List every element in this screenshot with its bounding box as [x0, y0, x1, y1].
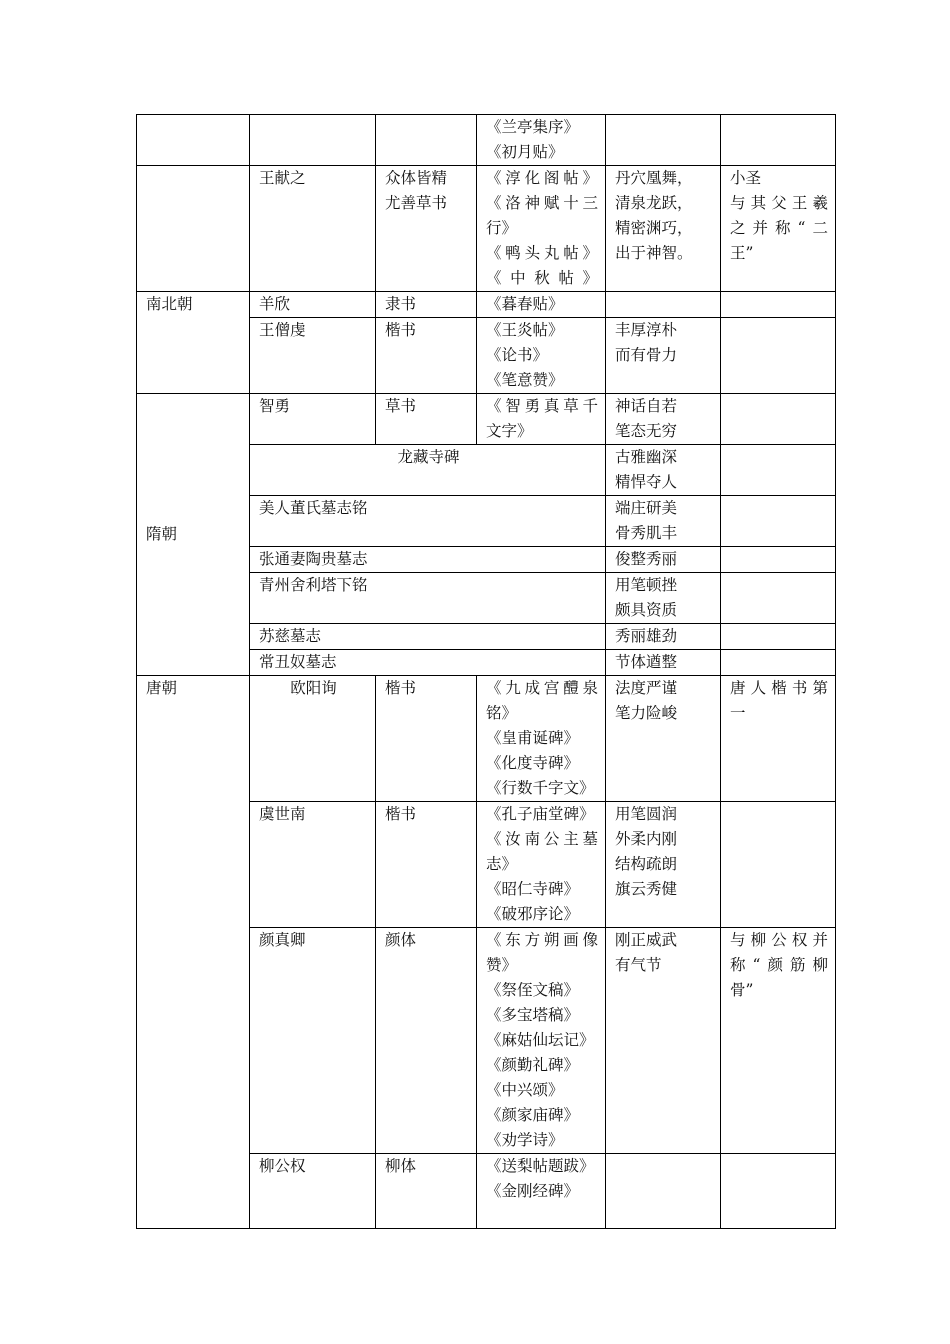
- style-text: 草书: [385, 397, 417, 415]
- evaluation-text: 丹穴凰舞，: [615, 169, 693, 187]
- calligrapher-cell: [250, 676, 376, 802]
- note-text: 之并称“二: [730, 219, 828, 237]
- evaluation-text: 俊整秀丽: [615, 550, 678, 568]
- work-title: 《智勇真草千: [486, 397, 598, 415]
- table-row: [137, 292, 836, 318]
- style-text: 楷书: [385, 805, 417, 823]
- note-text: 与柳公权并: [730, 931, 828, 949]
- style-cell: [376, 166, 477, 292]
- evaluation-text: 清泉龙跃，: [615, 194, 693, 212]
- dynasty-name: 隋朝: [146, 525, 178, 543]
- note-cell: [721, 166, 836, 292]
- calligrapher-cell: [250, 166, 376, 292]
- stele-title: 美人董氏墓志铭: [259, 499, 368, 517]
- works-cell: [477, 318, 606, 394]
- work-title: 《汝南公主墓: [486, 830, 598, 848]
- work-title: 《皇甫诞碑》: [486, 729, 580, 747]
- dynasty-cell: [137, 394, 250, 676]
- dynasty-name: 南北朝: [146, 295, 193, 313]
- evaluation-text: 法度严谨: [615, 679, 678, 697]
- evaluation-text: 旗云秀健: [615, 880, 678, 898]
- stele-cell: [250, 650, 606, 676]
- style-cell: [376, 318, 477, 394]
- evaluation-text: 笔力险峻: [615, 704, 678, 722]
- works-cell: [477, 1154, 606, 1229]
- note-cell: [721, 445, 836, 496]
- work-title: 行》: [486, 219, 518, 237]
- style-cell: [376, 676, 477, 802]
- work-title: 《中秋帖》: [486, 269, 598, 287]
- style-text: 柳体: [385, 1157, 417, 1175]
- evaluation-cell: [606, 394, 721, 445]
- stele-cell: [250, 445, 606, 496]
- table-row: [137, 115, 836, 166]
- calligrapher-cell: [250, 292, 376, 318]
- evaluation-text: 有气节: [615, 956, 662, 974]
- calligrapher-name: 智勇: [259, 397, 291, 415]
- evaluation-cell: [606, 573, 721, 624]
- style-cell: [376, 292, 477, 318]
- work-title: 《金刚经碑》: [486, 1182, 580, 1200]
- works-cell: [477, 928, 606, 1154]
- note-cell: [721, 1154, 836, 1229]
- work-title: 《笔意赞》: [486, 371, 564, 389]
- calligrapher-cell: [250, 115, 376, 166]
- style-cell: [376, 394, 477, 445]
- work-title: 《祭侄文稿》: [486, 981, 580, 999]
- note-text: 唐人楷书第: [730, 679, 828, 697]
- evaluation-text: 神话自若: [615, 397, 678, 415]
- dynasty-cell: [137, 115, 250, 166]
- calligrapher-name: 欧阳询: [290, 679, 337, 697]
- work-title: 《鸭头丸帖》: [486, 244, 598, 262]
- evaluation-text: 出于神智。: [615, 244, 693, 262]
- evaluation-text: 刚正威武: [615, 931, 678, 949]
- work-title: 《昭仁寺碑》: [486, 880, 580, 898]
- note-cell: [721, 496, 836, 547]
- calligrapher-name: 王献之: [259, 169, 306, 187]
- calligrapher-cell: [250, 394, 376, 445]
- note-text: 称“颜筋柳: [730, 956, 828, 974]
- evaluation-cell: [606, 1154, 721, 1229]
- stele-cell: [250, 573, 606, 624]
- calligrapher-cell: [250, 318, 376, 394]
- work-title: 铭》: [486, 704, 518, 722]
- table-row: [137, 394, 836, 445]
- note-cell: [721, 802, 836, 928]
- works-cell: [477, 115, 606, 166]
- calligrapher-name: 柳公权: [259, 1157, 306, 1175]
- works-cell: [477, 292, 606, 318]
- note-text: 王”: [730, 244, 754, 262]
- stele-cell: [250, 496, 606, 547]
- evaluation-cell: [606, 292, 721, 318]
- work-title: 《颜勤礼碑》: [486, 1056, 580, 1074]
- evaluation-cell: [606, 445, 721, 496]
- work-title: 志》: [486, 855, 518, 873]
- note-text: 与其父王羲: [730, 194, 828, 212]
- evaluation-text: 笔态无穷: [615, 422, 678, 440]
- dynasty-cell: [137, 292, 250, 394]
- note-cell: [721, 676, 836, 802]
- calligrapher-name: 颜真卿: [259, 931, 306, 949]
- stele-title: 苏慈墓志: [259, 627, 322, 645]
- note-cell: [721, 394, 836, 445]
- evaluation-cell: [606, 496, 721, 547]
- work-title: 《论书》: [486, 346, 549, 364]
- evaluation-text: 古雅幽深: [615, 448, 678, 466]
- work-title: 《劝学诗》: [486, 1131, 564, 1149]
- calligrapher-name: 羊欣: [259, 295, 291, 313]
- evaluation-text: 用笔顿挫: [615, 576, 678, 594]
- work-title: 《破邪序论》: [486, 905, 580, 923]
- works-cell: [477, 802, 606, 928]
- work-title: 《孔子庙堂碑》: [486, 805, 595, 823]
- note-text: 小圣: [730, 169, 762, 187]
- note-cell: [721, 573, 836, 624]
- work-title: 《化度寺碑》: [486, 754, 580, 772]
- stele-title: 张通妻陶贵墓志: [259, 550, 368, 568]
- evaluation-cell: [606, 166, 721, 292]
- works-cell: [477, 394, 606, 445]
- style-text: 楷书: [385, 679, 417, 697]
- style-cell: [376, 1154, 477, 1229]
- work-title: 《九成宫醴泉: [486, 679, 598, 697]
- evaluation-text: 精密渊巧，: [615, 219, 693, 237]
- calligrapher-name: 王僧虔: [259, 321, 306, 339]
- evaluation-text: 节体遒整: [615, 653, 678, 671]
- stele-cell: [250, 547, 606, 573]
- evaluation-text: 而有骨力: [615, 346, 678, 364]
- work-title: 《初月贴》: [486, 143, 564, 161]
- style-text: 尤善草书: [385, 194, 448, 212]
- work-title: 《淳化阁帖》: [486, 169, 598, 187]
- evaluation-text: 用笔圆润: [615, 805, 678, 823]
- note-cell: [721, 624, 836, 650]
- evaluation-cell: [606, 676, 721, 802]
- calligrapher-name: 虞世南: [259, 805, 306, 823]
- work-title: 《兰亭集序》: [486, 118, 580, 136]
- work-title: 《东方朔画像: [486, 931, 598, 949]
- work-title: 《多宝塔稿》: [486, 1006, 580, 1024]
- evaluation-cell: [606, 115, 721, 166]
- evaluation-text: 精悍夺人: [615, 473, 678, 491]
- work-title: 《颜家庙碑》: [486, 1106, 580, 1124]
- work-title: 《行数千字文》: [486, 779, 595, 797]
- dynasty-name: 唐朝: [146, 679, 178, 697]
- note-cell: [721, 650, 836, 676]
- stele-title: 常丑奴墓志: [259, 653, 337, 671]
- works-cell: [477, 166, 606, 292]
- note-cell: [721, 318, 836, 394]
- work-title: 文字》: [486, 422, 533, 440]
- style-text: 隶书: [385, 295, 417, 313]
- style-cell: [376, 928, 477, 1154]
- table-row: [137, 676, 836, 802]
- calligrapher-cell: [250, 1154, 376, 1229]
- note-cell: [721, 928, 836, 1154]
- style-cell: [376, 115, 477, 166]
- evaluation-cell: [606, 802, 721, 928]
- evaluation-cell: [606, 650, 721, 676]
- work-title: 《中兴颂》: [486, 1081, 564, 1099]
- evaluation-text: 结构疏朗: [615, 855, 678, 873]
- style-text: 颜体: [385, 931, 417, 949]
- table-row: [137, 166, 836, 292]
- note-cell: [721, 547, 836, 573]
- works-cell: [477, 676, 606, 802]
- stele-title: 青州舍利塔下铭: [259, 576, 368, 594]
- evaluation-text: 丰厚淳朴: [615, 321, 678, 339]
- evaluation-text: 颇具资质: [615, 601, 678, 619]
- evaluation-cell: [606, 547, 721, 573]
- stele-title: 龙藏寺碑: [397, 448, 460, 466]
- work-title: 《王炎帖》: [486, 321, 564, 339]
- evaluation-text: 骨秀肌丰: [615, 524, 678, 542]
- calligrapher-cell: [250, 802, 376, 928]
- dynasty-cell: [137, 676, 250, 1229]
- work-title: 《暮春贴》: [486, 295, 564, 313]
- note-text: 骨”: [730, 981, 754, 999]
- work-title: 《送梨帖题跋》: [486, 1157, 595, 1175]
- evaluation-text: 秀丽雄劲: [615, 627, 678, 645]
- stele-cell: [250, 624, 606, 650]
- style-text: 众体皆精: [385, 169, 448, 187]
- note-text: 一: [730, 704, 746, 722]
- evaluation-cell: [606, 624, 721, 650]
- evaluation-text: 端庄研美: [615, 499, 678, 517]
- evaluation-cell: [606, 928, 721, 1154]
- note-cell: [721, 115, 836, 166]
- note-cell: [721, 292, 836, 318]
- calligraphy-table: [136, 114, 836, 1229]
- calligrapher-cell: [250, 928, 376, 1154]
- work-title: 《洛神赋十三: [486, 194, 598, 212]
- style-text: 楷书: [385, 321, 417, 339]
- style-cell: [376, 802, 477, 928]
- work-title: 赞》: [486, 956, 518, 974]
- work-title: 《麻姑仙坛记》: [486, 1031, 595, 1049]
- evaluation-text: 外柔内刚: [615, 830, 678, 848]
- dynasty-cell: [137, 166, 250, 292]
- evaluation-cell: [606, 318, 721, 394]
